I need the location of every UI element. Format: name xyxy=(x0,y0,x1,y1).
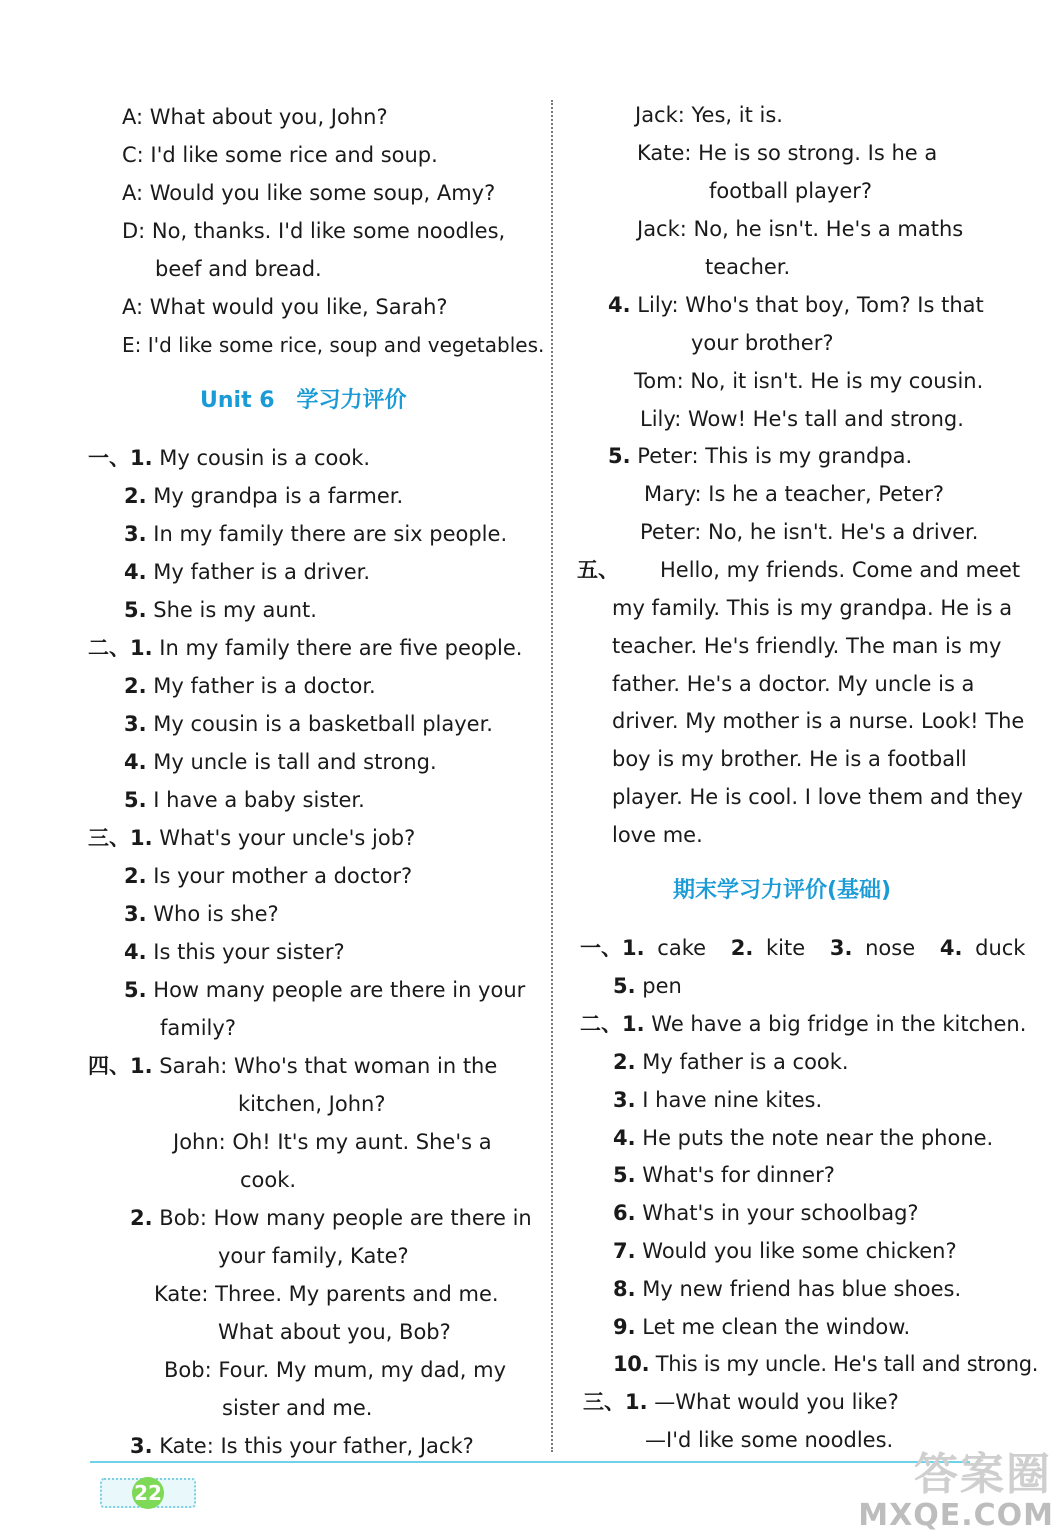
passage-line: Hello, my friends. Come and meet xyxy=(660,558,1021,582)
passage-line: teacher. He's friendly. The man is my xyxy=(612,634,1002,658)
answer-text: How many people are there in your xyxy=(153,978,526,1002)
answer-text: Is your mother a doctor? xyxy=(153,864,413,888)
dialogue-line: A: What about you, John? xyxy=(122,105,388,129)
dialogue-line: Kate: He is so strong. Is he a xyxy=(637,141,938,165)
answer-line xyxy=(124,937,345,967)
item-number: 5. xyxy=(613,974,636,998)
answer-text: Would you like some chicken? xyxy=(642,1239,957,1263)
answer-line: What about you, Bob? xyxy=(218,1320,451,1344)
answer-text: What's for dinner? xyxy=(642,1163,835,1187)
item-number: 3. xyxy=(829,936,853,960)
passage-line: love me. xyxy=(612,823,703,847)
answer-line xyxy=(124,747,437,777)
dialogue-line: Lily: Wow! He's tall and strong. xyxy=(640,407,964,431)
dialogue-line: Peter: No, he isn't. He's a driver. xyxy=(640,520,979,544)
answer-text: pen xyxy=(642,974,682,998)
passage-line: father. He's a doctor. My uncle is a xyxy=(612,672,975,696)
answer-text: Peter: This is my grandpa. xyxy=(637,444,913,468)
item-number: 5. xyxy=(613,1163,636,1187)
column-divider xyxy=(551,100,553,1452)
item-number: 二、1. xyxy=(580,1012,645,1036)
answer-line xyxy=(124,975,534,1005)
page-number: 22 xyxy=(132,1477,164,1509)
answer-text: My father is a driver. xyxy=(153,560,371,584)
watermark-en: MXQE.COM xyxy=(858,1498,1054,1533)
answer-line: sister and me. xyxy=(222,1396,373,1420)
item-number: 4. xyxy=(613,1126,636,1150)
dialogue-line: C: I'd like some rice and soup. xyxy=(122,143,438,167)
dialogue-line xyxy=(608,290,984,320)
final-heading: 期末学习力评价(基础) xyxy=(673,878,892,903)
answer-text: What's in your schoolbag? xyxy=(642,1201,919,1225)
dialogue-line: A: What would you like, Sarah? xyxy=(122,295,448,319)
dialogue-line: Mary: Is he a teacher, Peter? xyxy=(644,482,945,506)
item-number: 2. xyxy=(124,864,147,888)
answer-text: I have a baby sister. xyxy=(153,788,365,812)
item-number: 四、1. xyxy=(88,1054,153,1078)
answer-text: Bob: How many people are there in xyxy=(159,1206,532,1230)
answer-line: John: Oh! It's my aunt. She's a xyxy=(173,1130,492,1154)
answer-text: My uncle is tall and strong. xyxy=(153,750,437,774)
answer-line xyxy=(88,633,523,663)
answer-line xyxy=(613,1274,961,1304)
answer-line xyxy=(88,1051,497,1081)
answer-line xyxy=(613,1085,822,1115)
answer-line xyxy=(124,709,493,739)
answer-line: your family, Kate? xyxy=(218,1244,409,1268)
answer-line xyxy=(88,443,370,473)
item-number: 4. xyxy=(124,560,147,584)
answer-line xyxy=(124,899,279,929)
item-number: 二、1. xyxy=(88,636,153,660)
item-number: 5. xyxy=(124,788,147,812)
dialogue-line: football player? xyxy=(709,179,873,203)
dialogue-line: D: No, thanks. I'd like some noodles, xyxy=(122,219,506,243)
answer-text: My new friend has blue shoes. xyxy=(642,1277,962,1301)
answer-text: Kate: Is this your father, Jack? xyxy=(159,1434,474,1458)
answer-line xyxy=(583,1387,899,1417)
item-number: 5. xyxy=(124,978,147,1002)
item-number: 3. xyxy=(613,1088,636,1112)
answer-line xyxy=(124,861,412,891)
answer-line xyxy=(124,671,376,701)
answer-text: What's your uncle's job? xyxy=(159,826,416,850)
answer-line: Bob: Four. My mum, my dad, my xyxy=(164,1358,506,1382)
answer-text: This is my uncle. He's tall and strong. xyxy=(655,1352,1039,1376)
item-number: 4. xyxy=(939,936,963,960)
footer-rule xyxy=(90,1461,970,1463)
answer-line xyxy=(613,1123,993,1153)
answer-line: family? xyxy=(160,1016,236,1040)
answer-line xyxy=(124,557,370,587)
item-number: 4. xyxy=(608,293,631,317)
answer-line xyxy=(124,595,317,625)
item-number: 2. xyxy=(130,1206,153,1230)
passage-line: player. He is cool. I love them and they xyxy=(612,785,1023,809)
item-number: 一、1. xyxy=(580,936,645,960)
passage-line: boy is my brother. He is a football xyxy=(612,747,967,771)
answer-text: My father is a cook. xyxy=(642,1050,849,1074)
answer-line xyxy=(613,1349,1038,1379)
answer-text: kite xyxy=(766,936,806,960)
answer-text: He puts the note near the phone. xyxy=(642,1126,994,1150)
answer-text: She is my aunt. xyxy=(153,598,317,622)
passage-line: driver. My mother is a nurse. Look! The xyxy=(612,709,1025,733)
answer-text: cake xyxy=(657,936,707,960)
item-number: 2. xyxy=(730,936,754,960)
answer-text: —What would you like? xyxy=(654,1390,899,1414)
answer-line xyxy=(124,785,365,815)
answer-line: Kate: Three. My parents and me. xyxy=(154,1282,499,1306)
item-number: 9. xyxy=(613,1315,636,1339)
passage-line: my family. This is my grandpa. He is a xyxy=(612,596,1013,620)
answer-text: Let me clean the window. xyxy=(642,1315,911,1339)
answer-line xyxy=(613,1198,919,1228)
item-number: 3. xyxy=(124,902,147,926)
item-number: 4. xyxy=(124,750,147,774)
dialogue-line: E: I'd like some rice, soup and vegetables. xyxy=(122,333,545,357)
answer-text: We have a big fridge in the kitchen. xyxy=(651,1012,1027,1036)
item-number: 3. xyxy=(130,1434,153,1458)
answer-text: In my family there are six people. xyxy=(153,522,508,546)
answer-line xyxy=(580,1009,1026,1039)
page-number-badge xyxy=(100,1478,196,1508)
dialogue-line: teacher. xyxy=(705,255,791,279)
watermark-logo xyxy=(858,1438,1058,1533)
watermark-cn: 答案圈 xyxy=(914,1449,1052,1500)
answer-line xyxy=(613,971,682,1001)
answer-line xyxy=(613,1160,835,1190)
dialogue-line: Tom: No, it isn't. He is my cousin. xyxy=(634,369,984,393)
item-number: 三、1. xyxy=(583,1390,648,1414)
unit6-heading: Unit 6 学习力评价 xyxy=(200,388,407,413)
item-number: 8. xyxy=(613,1277,636,1301)
answer-line xyxy=(130,1431,474,1461)
item-number: 2. xyxy=(124,484,147,508)
item-number: 7. xyxy=(613,1239,636,1263)
item-number: 2. xyxy=(613,1050,636,1074)
answer-text: In my family there are five people. xyxy=(159,636,523,660)
answer-line: kitchen, John? xyxy=(238,1092,386,1116)
item-number: 三、1. xyxy=(88,826,153,850)
answer-text: I have nine kites. xyxy=(642,1088,823,1112)
dialogue-line: beef and bread. xyxy=(155,257,322,281)
answer-text: My cousin is a cook. xyxy=(159,446,371,470)
answer-line xyxy=(580,933,1025,963)
answer-text: My father is a doctor. xyxy=(153,674,376,698)
item-number: 10. xyxy=(613,1352,650,1376)
dialogue-line: A: Would you like some soup, Amy? xyxy=(122,181,496,205)
answer-text: Who is she? xyxy=(153,902,279,926)
answer-text: Lily: Who's that boy, Tom? Is that xyxy=(637,293,984,317)
answer-line xyxy=(613,1047,849,1077)
dialogue-line: Jack: Yes, it is. xyxy=(635,103,783,127)
dialogue-line: your brother? xyxy=(691,331,834,355)
answer-line xyxy=(124,481,403,511)
item-number: 2. xyxy=(124,674,147,698)
answer-line: —I'd like some noodles. xyxy=(645,1428,894,1452)
item-number: 5. xyxy=(608,444,631,468)
item-number: 五、 xyxy=(577,558,619,582)
answer-text: Is this your sister? xyxy=(153,940,345,964)
item-number: 4. xyxy=(124,940,147,964)
answer-line xyxy=(88,823,415,853)
item-number: 3. xyxy=(124,522,147,546)
answer-text: duck xyxy=(975,936,1026,960)
answer-text: Sarah: Who's that woman in the xyxy=(159,1054,498,1078)
dialogue-line xyxy=(608,441,912,471)
answer-line xyxy=(613,1312,910,1342)
answer-line xyxy=(124,519,507,549)
item-number: 3. xyxy=(124,712,147,736)
item-number: 一、1. xyxy=(88,446,153,470)
answer-line xyxy=(613,1236,957,1266)
item-number: 6. xyxy=(613,1201,636,1225)
answer-text: nose xyxy=(865,936,916,960)
item-number: 5. xyxy=(124,598,147,622)
dialogue-line: Jack: No, he isn't. He's a maths xyxy=(637,217,964,241)
answer-text: My cousin is a basketball player. xyxy=(153,712,493,736)
answer-line xyxy=(130,1203,532,1233)
answer-text: My grandpa is a farmer. xyxy=(153,484,404,508)
answer-line: cook. xyxy=(240,1168,297,1192)
